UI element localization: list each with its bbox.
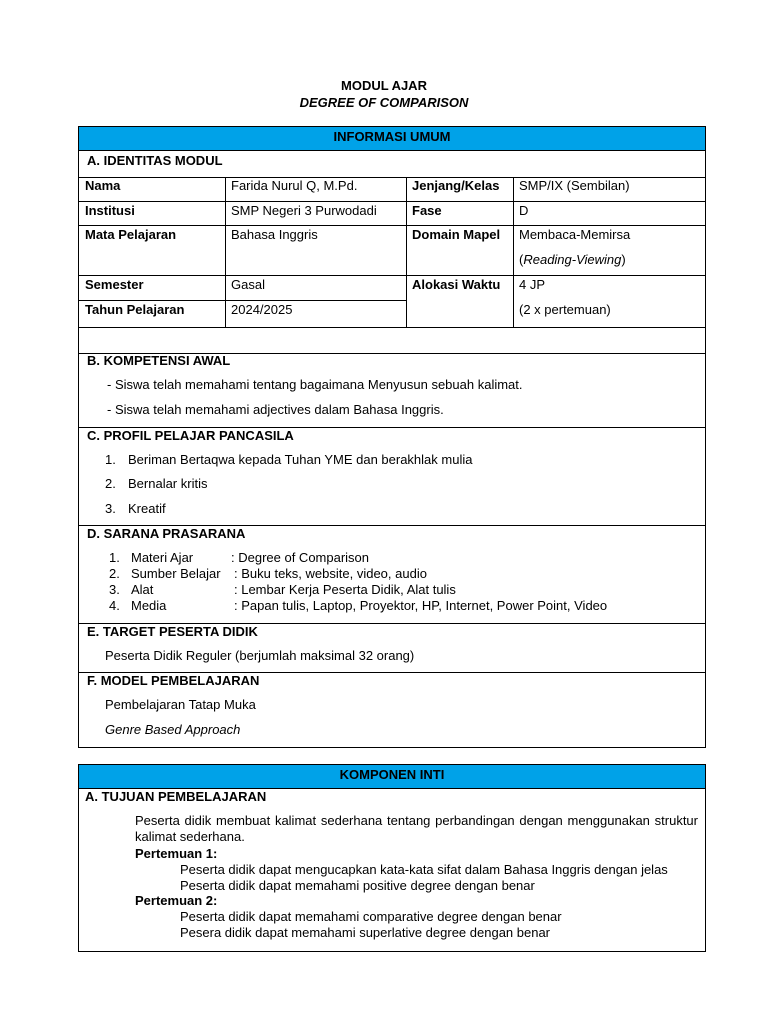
kompetensi-item: - Siswa telah memahami adjectives dalam Bahasa Inggris. — [107, 402, 444, 417]
kompetensi-title: B. KOMPETENSI AWAL — [87, 353, 231, 368]
sarana-label: Materi Ajar — [131, 550, 194, 565]
domain-label: Domain Mapel — [412, 227, 501, 242]
divider — [79, 225, 705, 226]
sarana-label: Media — [131, 598, 167, 613]
komponen-inti-table — [78, 764, 706, 952]
kompetensi-item: - Siswa telah memahami tentang bagaimana Menyusun sebuah kalimat. — [107, 377, 523, 392]
identitas-modul-title: A. IDENTITAS MODUL — [87, 153, 223, 168]
sarana-number: 2. — [109, 566, 120, 581]
sarana-title: D. SARANA PRASARANA — [87, 526, 246, 541]
tahun-value: 2024/2025 — [231, 302, 293, 317]
divider — [513, 177, 514, 327]
document-title: MODUL AJAR — [341, 78, 427, 93]
tahun-label: Tahun Pelajaran — [85, 302, 185, 317]
domain-value-italic: Reading-Viewing — [523, 252, 622, 267]
profil-number: 2. — [105, 476, 116, 491]
sarana-label: Sumber Belajar — [131, 566, 221, 581]
pertemuan1-item: Peserta didik dapat mengucapkan kata-kata sifat dalam Bahasa Inggris dengan jelas — [180, 862, 668, 877]
divider — [79, 300, 406, 301]
profil-title: C. PROFIL PELAJAR PANCASILA — [87, 428, 294, 443]
profil-number: 3. — [105, 501, 116, 516]
alokasi-value: 4 JP — [519, 277, 546, 292]
profil-number: 1. — [105, 452, 116, 467]
mapel-value: Bahasa Inggris — [231, 227, 318, 242]
semester-value: Gasal — [231, 277, 265, 292]
alokasi-label: Alokasi Waktu — [412, 277, 501, 292]
domain-value: Membaca-Memirsa — [519, 227, 631, 242]
target-title: E. TARGET PESERTA DIDIK — [87, 624, 258, 639]
domain-value-sub: (Reading-Viewing) — [519, 252, 626, 267]
institusi-value: SMP Negeri 3 Purwodadi — [231, 203, 377, 218]
pertemuan2-item: Pesera didik dapat memahami superlative degree dengan benar — [180, 925, 551, 940]
mapel-label: Mata Pelajaran — [85, 227, 177, 242]
sarana-number: 1. — [109, 550, 120, 565]
fase-label: Fase — [412, 203, 442, 218]
profil-item: Bernalar kritis — [128, 476, 208, 491]
profil-item: Kreatif — [128, 501, 166, 516]
pertemuan1-item: Peserta didik dapat memahami positive degree dengan benar — [180, 878, 535, 893]
sarana-number: 3. — [109, 582, 120, 597]
pertemuan1-label: Pertemuan 1: — [135, 846, 218, 861]
nama-value: Farida Nurul Q, M.Pd. — [231, 178, 358, 193]
komponen-inti-header: KOMPONEN INTI — [79, 765, 705, 789]
model-text-italic: Genre Based Approach — [105, 722, 241, 737]
tujuan-title: A. TUJUAN PEMBELAJARAN — [85, 789, 267, 804]
document-subtitle: DEGREE OF COMPARISON — [299, 95, 469, 110]
divider — [406, 177, 407, 327]
semester-label: Semester — [85, 277, 144, 292]
divider — [225, 177, 226, 327]
divider — [79, 201, 705, 202]
fase-value: D — [519, 203, 529, 218]
informasi-umum-header: INFORMASI UMUM — [79, 127, 705, 151]
alokasi-value-sub: (2 x pertemuan) — [519, 302, 611, 317]
pertemuan2-label: Pertemuan 2: — [135, 893, 218, 908]
model-text: Pembelajaran Tatap Muka — [105, 697, 256, 712]
sarana-value: : Buku teks, website, video, audio — [234, 566, 427, 581]
sarana-value: : Papan tulis, Laptop, Proyektor, HP, Internet, Power Point, Video — [234, 598, 608, 613]
target-text: Peserta Didik Reguler (berjumlah maksimal 32 orang) — [105, 648, 415, 663]
nama-label: Nama — [85, 178, 121, 193]
jenjang-label: Jenjang/Kelas — [412, 178, 500, 193]
institusi-label: Institusi — [85, 203, 135, 218]
model-title: F. MODEL PEMBELAJARAN — [87, 673, 260, 688]
sarana-value: : Lembar Kerja Peserta Didik, Alat tulis — [234, 582, 456, 597]
divider — [79, 327, 705, 328]
sarana-number: 4. — [109, 598, 120, 613]
pertemuan2-item: Peserta didik dapat memahami comparative degree dengan benar — [180, 909, 562, 924]
profil-item: Beriman Bertaqwa kepada Tuhan YME dan berakhlak mulia — [128, 452, 473, 467]
sarana-label: Alat — [131, 582, 154, 597]
sarana-value: : Degree of Comparison — [231, 550, 370, 565]
divider — [79, 275, 705, 276]
jenjang-value: SMP/IX (Sembilan) — [519, 178, 630, 193]
tujuan-intro: Peserta didik membuat kalimat sederhana tentang perbandingan dengan menggunakan struktur kalimat sederhana. — [135, 813, 698, 844]
informasi-umum-table — [78, 126, 706, 748]
